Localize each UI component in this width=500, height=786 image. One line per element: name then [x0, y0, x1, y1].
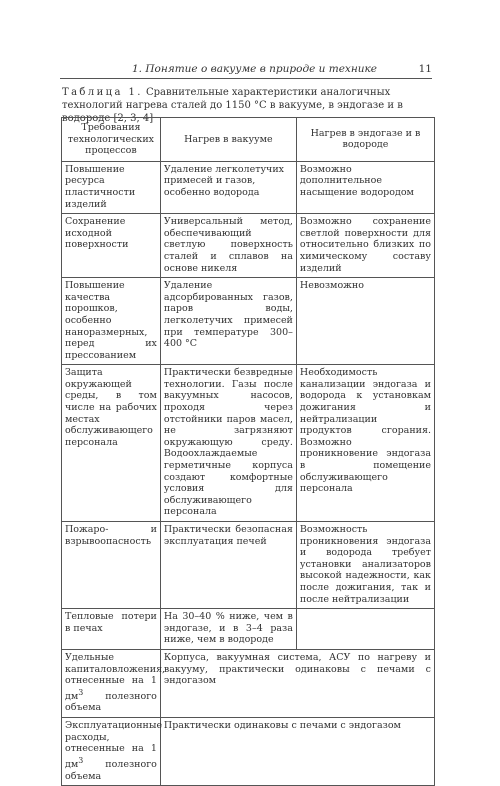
requirement-tail: полезного объема	[65, 759, 157, 782]
cell-requirement: Повышение качества порошков, особенно наноразмерных, перед их прессованием	[62, 278, 161, 365]
cell-requirement: Пожаро- и взрывоопасность	[62, 522, 161, 609]
header-requirements: Требования технологических процессов	[62, 118, 161, 162]
cell-endogas	[296, 609, 434, 650]
running-head	[60, 62, 432, 79]
comparison-table	[61, 117, 435, 786]
cell-requirement: Тепловые потери в печах	[62, 609, 161, 650]
header-endogas: Нагрев в эндогазе и в водороде	[296, 118, 434, 162]
cell-endogas: Необходимость канализации эндогаза и водорода к установкам дожигания и нейтрализации продуктов сгорания. Возможно проникновение эндогаза в помещение обслуживающего персонала	[296, 365, 434, 522]
cell-merged-value: Корпуса, вакуумная система, АСУ по нагреву и вакууму, практически одинаковы с печами с эндогазом	[160, 649, 434, 717]
cell-vacuum: Практически безвредные технологии. Газы после вакуумных насосов, проходя через отстойники паров масел, не загрязняют окружающую среду. Водоохлаждаемые герметичные корпуса создают комфортные условия для обслуживающего персонала	[160, 365, 296, 522]
cell-merged-value: Практически одинаковы с печами с эндогазом	[160, 718, 434, 786]
table-row	[62, 278, 435, 365]
running-head-title: 1. Понятие о вакууме в природе и технике	[132, 63, 378, 75]
cell-requirement: Сохранение исходной поверхности	[62, 214, 161, 278]
cell-vacuum: На 30–40 % ниже, чем в эндогазе, и в 3–4 раза ниже, чем в водороде	[160, 609, 296, 650]
table-row	[62, 649, 435, 717]
table-row	[62, 161, 435, 213]
table-row	[62, 365, 435, 522]
table-caption-lead: Таблица 1.	[62, 87, 143, 98]
cell-vacuum: Удаление легколетучих примесей и газов, особенно водорода	[160, 161, 296, 213]
cell-requirement	[62, 649, 166, 717]
table-header-row	[62, 118, 435, 162]
page-number: 11	[418, 63, 432, 75]
table-row	[62, 718, 435, 786]
table-row	[62, 609, 435, 650]
table-caption-text: Сравнительные характеристики аналогичных технологий нагрева сталей до 1150 °C в вакууме, в эндогазе и в водороде [2, 3, 4]	[62, 87, 403, 124]
requirement-main: Удельные капиталовложения, отнесенные на 1 дм	[65, 651, 166, 702]
cell-endogas: Возможность проникновения эндогаза и водорода требует установки анализаторов высокой надежности, как после дожигания, так и после нейтрализации	[296, 522, 434, 609]
cell-vacuum: Практически безопасная эксплуатация печей	[160, 522, 296, 609]
table-row	[62, 214, 435, 278]
cell-requirement: Защита окружающей среды, в том числе на рабочих местах обслуживающего персонала	[62, 365, 161, 522]
cell-requirement	[62, 718, 161, 786]
cell-endogas: Невозможно	[296, 278, 434, 365]
cell-requirement: Повышение ресурса пластичности изделий	[62, 161, 161, 213]
requirement-exponent: 3	[78, 755, 84, 765]
cell-endogas: Возможно дополнительное насыщение водородом	[296, 161, 434, 213]
requirement-exponent: 3	[78, 687, 84, 697]
header-vacuum: Нагрев в вакууме	[160, 118, 296, 162]
requirement-tail: полезного объема	[65, 690, 157, 714]
cell-endogas: Возможно сохранение светлой поверхности для относительно близких по химическому составу изделий	[296, 214, 434, 278]
table-row	[62, 522, 435, 609]
cell-vacuum: Удаление адсорбированных газов, паров воды, легколетучих примесей при температуре 300–400 °C	[160, 278, 296, 365]
cell-vacuum: Универсальный метод, обеспечивающий светлую поверхность сталей и сплавов на основе никеля	[160, 214, 296, 278]
requirement-main: Эксплуатационные расходы, отнесенные на 1 дм	[65, 720, 163, 770]
